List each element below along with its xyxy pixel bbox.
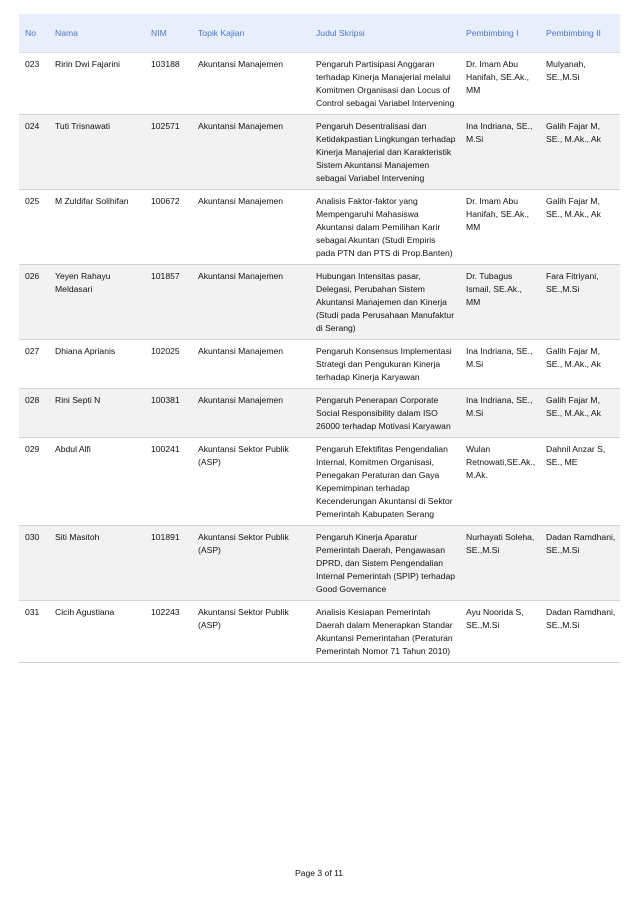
table-row: [19, 115, 620, 190]
cell-nim: 102243: [145, 601, 192, 663]
cell-nim: 102571: [145, 115, 192, 190]
cell-topik: Akuntansi Manajemen: [192, 265, 310, 340]
cell-topik: Akuntansi Manajemen: [192, 115, 310, 190]
cell-topik: Akuntansi Sektor Publik (ASP): [192, 601, 310, 663]
cell-nama: Tuti Trisnawati: [49, 115, 145, 190]
cell-pembimbing-2: Dadan Ramdhani, SE.,M.Si: [540, 601, 620, 663]
cell-pembimbing-2: Galih Fajar M, SE., M.Ak., Ak: [540, 340, 620, 389]
cell-judul: Pengaruh Desentralisasi dan Ketidakpastian Lingkungan terhadap Kinerja Manajerial dan Karakteristik Sistem Akuntansi Manajemen sebagai Variabel Intervening: [310, 115, 460, 190]
cell-nama: Siti Masitoh: [49, 526, 145, 601]
cell-no: 030: [19, 526, 49, 601]
cell-pembimbing-1: Nurhayati Soleha, SE.,M.Si: [460, 526, 540, 601]
cell-pembimbing-2: Dahnil Anzar S, SE., ME: [540, 438, 620, 526]
table-row: [19, 265, 620, 340]
header-row: [19, 14, 620, 53]
cell-nama: Yeyen Rahayu Meldasari: [49, 265, 145, 340]
cell-pembimbing-2: Dadan Ramdhani, SE.,M.Si: [540, 526, 620, 601]
cell-pembimbing-1: Ina Indriana, SE., M.Si: [460, 340, 540, 389]
table-header: [19, 14, 620, 53]
cell-nim: 103188: [145, 53, 192, 115]
table-row: [19, 340, 620, 389]
cell-pembimbing-1: Wulan Retnowati,SE.Ak., M.Ak.: [460, 438, 540, 526]
cell-nama: Abdul Alfi: [49, 438, 145, 526]
cell-pembimbing-1: Ayu Noorida S, SE.,M.Si: [460, 601, 540, 663]
cell-nim: 100672: [145, 190, 192, 265]
cell-judul: Analisis Faktor-faktor yang Mempengaruhi Mahasiswa Akuntansi dalam Pemilihan Karir sebagai Akuntan (Studi Empiris pada PTN dan PTS di Prop.Banten): [310, 190, 460, 265]
thesis-table-container: [19, 14, 620, 663]
cell-no: 028: [19, 389, 49, 438]
header-judul: Judul Skripsi: [310, 14, 460, 53]
cell-topik: Akuntansi Sektor Publik (ASP): [192, 526, 310, 601]
table-row: [19, 53, 620, 115]
cell-pembimbing-2: Fara Fitriyani, SE.,M.Si: [540, 265, 620, 340]
header-topik: Topik Kajian: [192, 14, 310, 53]
cell-topik: Akuntansi Manajemen: [192, 389, 310, 438]
cell-nama: Cicih Agustiana: [49, 601, 145, 663]
table-row: [19, 438, 620, 526]
cell-no: 026: [19, 265, 49, 340]
cell-nama: Ririn Dwi Fajarini: [49, 53, 145, 115]
cell-nama: M Zuldifar Solihifan: [49, 190, 145, 265]
cell-no: 024: [19, 115, 49, 190]
cell-judul: Pengaruh Konsensus Implementasi Strategi dan Pengukuran Kinerja terhadap Kinerja Karyawan: [310, 340, 460, 389]
cell-nim: 100381: [145, 389, 192, 438]
cell-topik: Akuntansi Manajemen: [192, 190, 310, 265]
thesis-table: [19, 14, 620, 663]
cell-topik: Akuntansi Manajemen: [192, 53, 310, 115]
header-nama: Nama: [49, 14, 145, 53]
cell-judul: Pengaruh Kinerja Aparatur Pemerintah Daerah, Pengawasan DPRD, dan Sistem Pengendalian Internal Pemerintah (SPIP) terhadap Good Governance: [310, 526, 460, 601]
cell-judul: Analisis Kesiapan Pemerintah Daerah dalam Menerapkan Standar Akuntansi Pemerintahan (Peraturan Pemerintah Nomor 71 Tahun 2010): [310, 601, 460, 663]
cell-pembimbing-2: Galih Fajar M, SE., M.Ak., Ak: [540, 389, 620, 438]
cell-pembimbing-2: Galih Fajar M, SE., M.Ak., Ak: [540, 190, 620, 265]
header-nim: NIM: [145, 14, 192, 53]
cell-judul: Pengaruh Partisipasi Anggaran terhadap Kinerja Manajerial melalui Komitmen Organisasi dan Locus of Control sebagai Variabel Intervening: [310, 53, 460, 115]
header-pembimbing-1: Pembimbing I: [460, 14, 540, 53]
table-row: [19, 526, 620, 601]
cell-no: 029: [19, 438, 49, 526]
cell-pembimbing-1: Dr. Imam Abu Hanifah, SE.Ak., MM: [460, 190, 540, 265]
cell-pembimbing-1: Ina Indriana, SE., M.Si: [460, 115, 540, 190]
cell-nim: 101857: [145, 265, 192, 340]
cell-nim: 100241: [145, 438, 192, 526]
table-row: [19, 389, 620, 438]
cell-pembimbing-1: Dr. Tubagus Ismail, SE.Ak., MM: [460, 265, 540, 340]
table-row: [19, 601, 620, 663]
header-no: No: [19, 14, 49, 53]
table-row: [19, 190, 620, 265]
cell-nim: 101891: [145, 526, 192, 601]
cell-nama: Rini Septi N: [49, 389, 145, 438]
cell-pembimbing-1: Ina Indriana, SE., M.Si: [460, 389, 540, 438]
cell-topik: Akuntansi Manajemen: [192, 340, 310, 389]
cell-no: 031: [19, 601, 49, 663]
cell-no: 023: [19, 53, 49, 115]
cell-pembimbing-1: Dr. Imam Abu Hanifah, SE.Ak., MM: [460, 53, 540, 115]
cell-judul: Pengaruh Efektifitas Pengendalian Internal, Komitmen Organisasi, Penegakan Peraturan dan Gaya Kepemimpinan terhadap Kecenderungan Akuntansi di Sektor Pemerintah Kabupaten Serang: [310, 438, 460, 526]
cell-judul: Hubungan Intensitas pasar, Delegasi, Perubahan Sistem Akuntansi Manajemen dan Kinerja (Studi pada Perusahaan Manufaktur di Serang): [310, 265, 460, 340]
table-body: [19, 53, 620, 663]
cell-topik: Akuntansi Sektor Publik (ASP): [192, 438, 310, 526]
cell-judul: Pengaruh Penerapan Corporate Social Responsibility dalam ISO 26000 terhadap Motivasi Karyawan: [310, 389, 460, 438]
cell-no: 027: [19, 340, 49, 389]
cell-pembimbing-2: Mulyanah, SE.,M.Si: [540, 53, 620, 115]
page-number: Page 3 of 11: [294, 868, 344, 878]
header-pembimbing-2: Pembimbing II: [540, 14, 620, 53]
cell-nim: 102025: [145, 340, 192, 389]
cell-nama: Dhiana Aprianis: [49, 340, 145, 389]
cell-no: 025: [19, 190, 49, 265]
cell-pembimbing-2: Galih Fajar M, SE., M.Ak., Ak: [540, 115, 620, 190]
